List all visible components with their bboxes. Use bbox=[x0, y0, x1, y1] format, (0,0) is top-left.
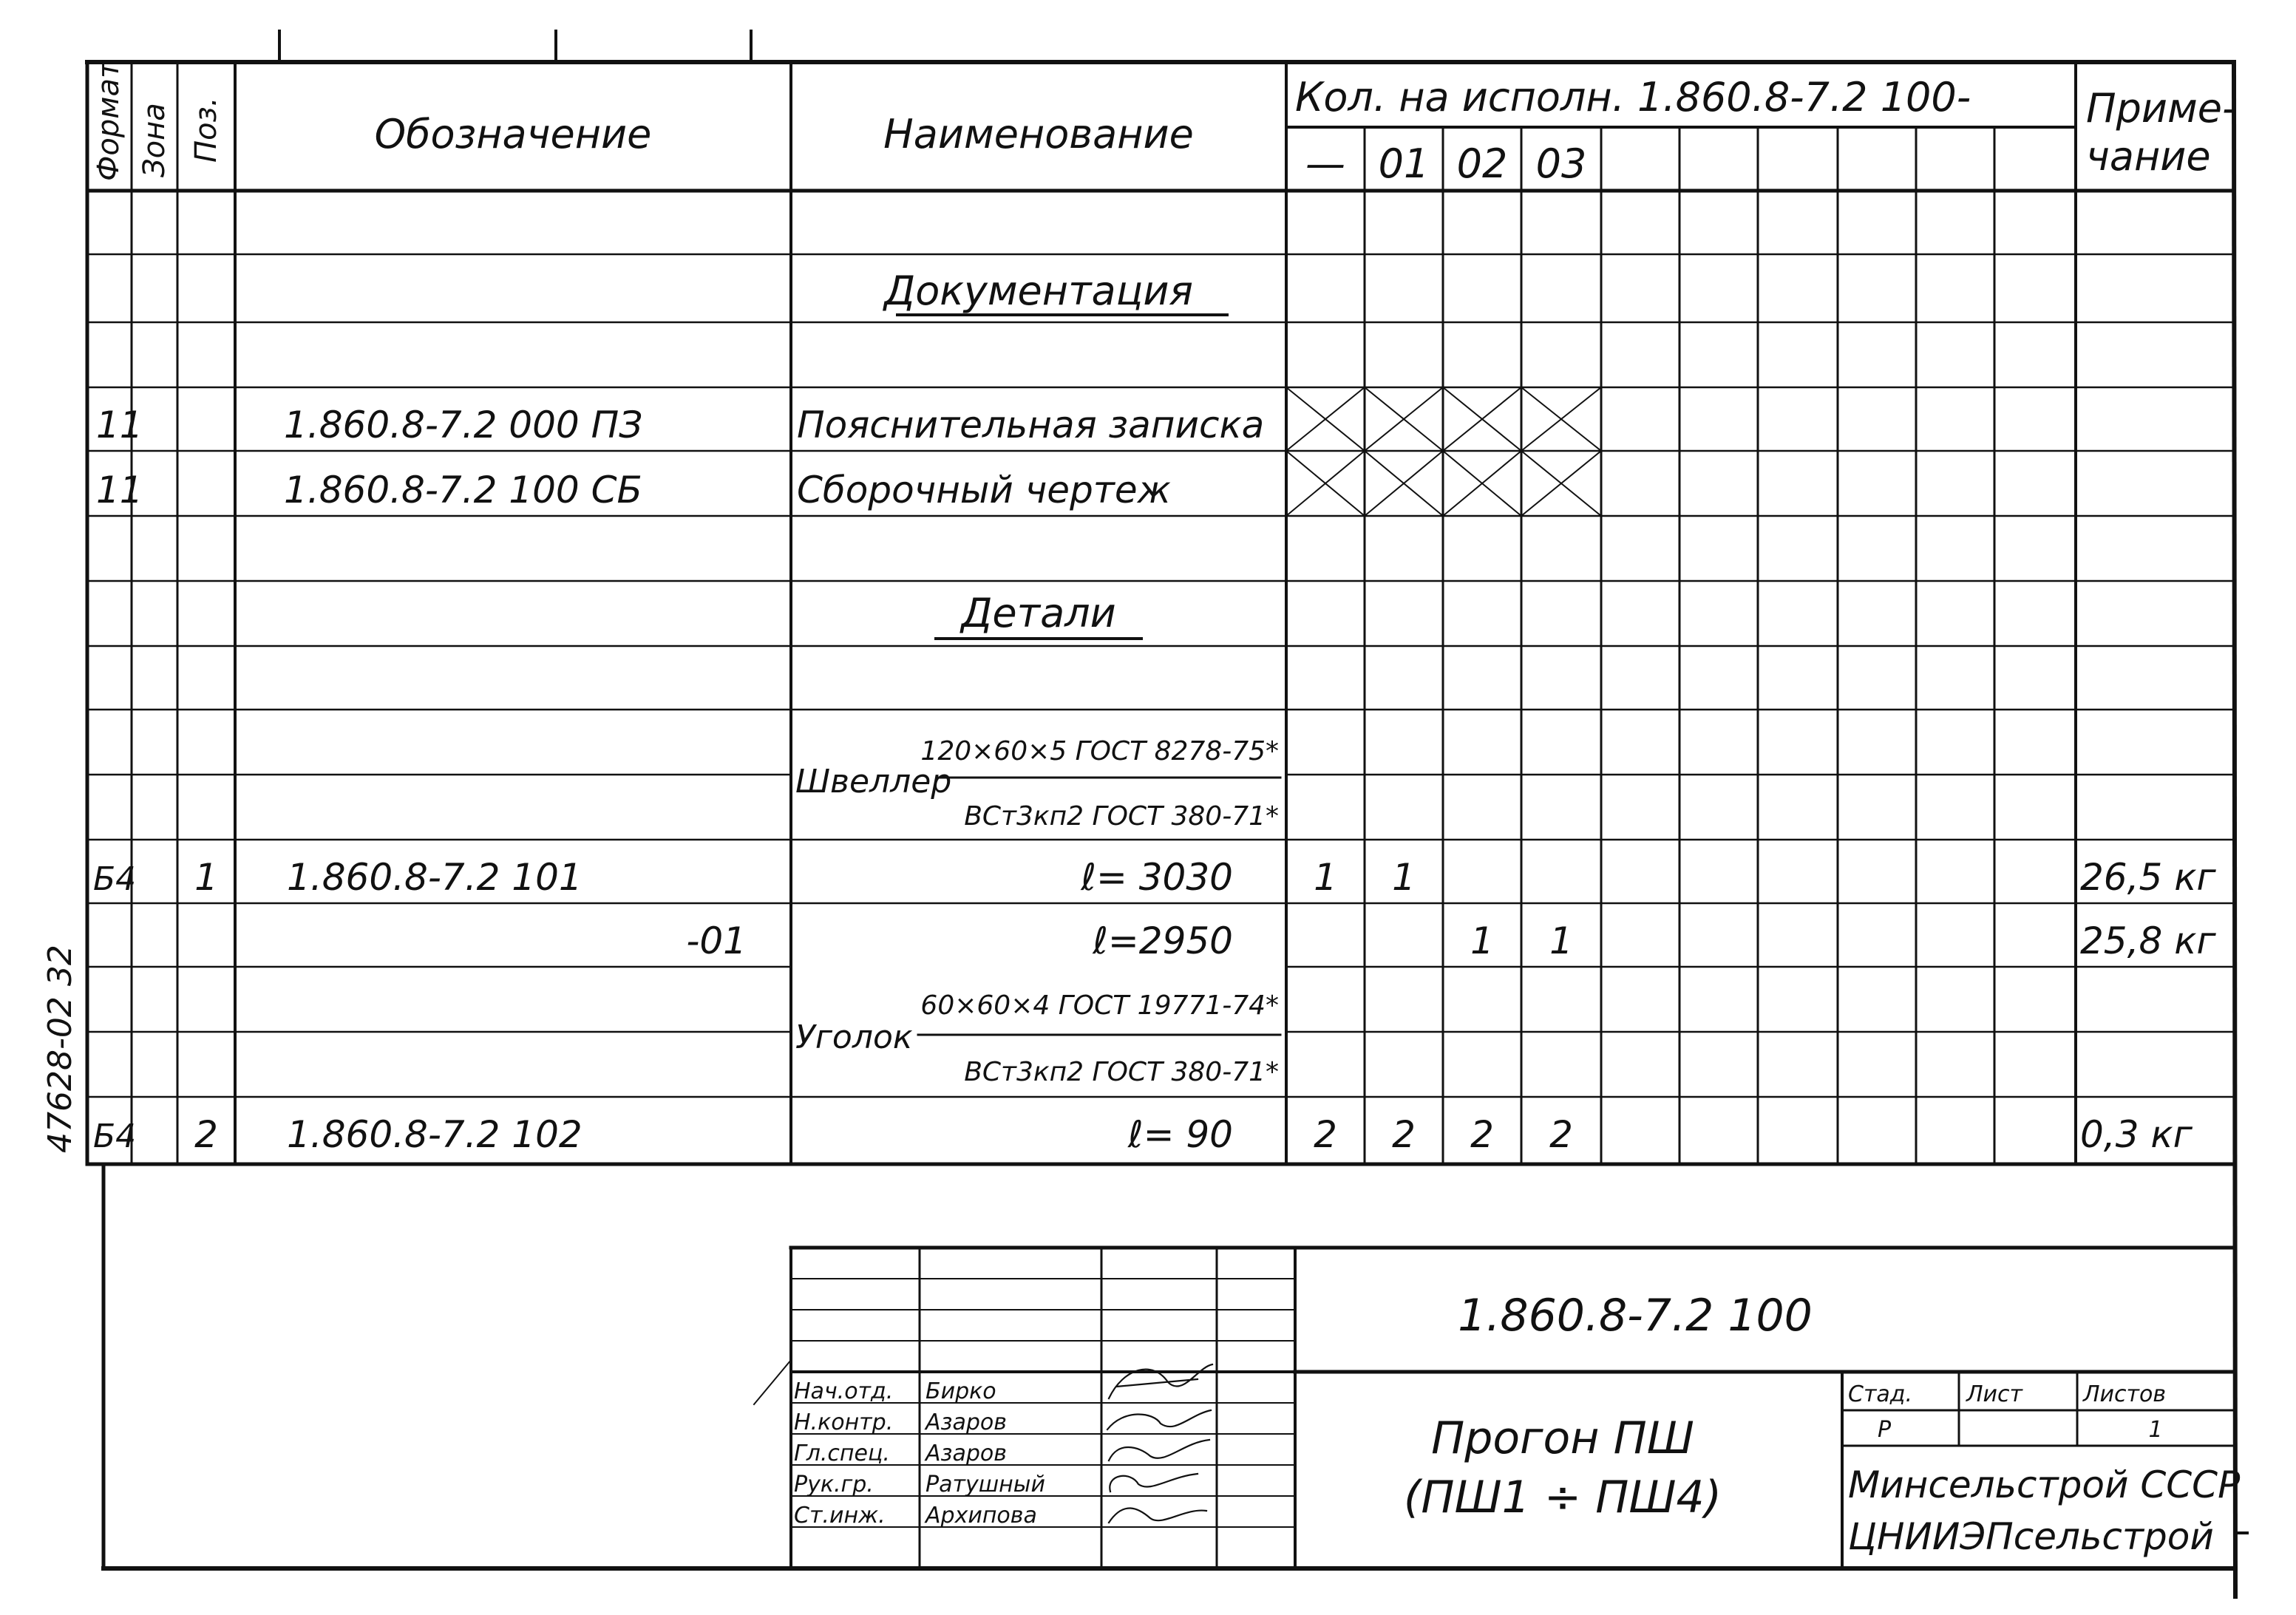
item2-qty-base: 2 bbox=[1314, 1113, 1337, 1156]
row-doc1-name: Пояснительная записка bbox=[797, 404, 1265, 446]
org-line2: ЦНИИЭПсельстрой bbox=[1848, 1515, 2214, 1558]
signer4-role: Рук.гр. bbox=[794, 1472, 874, 1497]
row-doc2-name: Сборочный чертеж bbox=[797, 469, 1171, 511]
signature-5 bbox=[1109, 1508, 1206, 1523]
item1b-qty-03: 1 bbox=[1549, 919, 1573, 962]
sheets-value: 1 bbox=[2148, 1417, 2163, 1443]
signature-1 bbox=[1109, 1364, 1212, 1398]
signer2-role: Н.контр. bbox=[794, 1410, 894, 1435]
signer1-name: Бирко bbox=[925, 1378, 996, 1404]
item1b-qty-02: 1 bbox=[1470, 919, 1494, 962]
signature-3 bbox=[1109, 1440, 1209, 1461]
stage-value: Р bbox=[1878, 1417, 1892, 1443]
row-doc1-designation: 1.860.8-7.2 000 ПЗ bbox=[284, 404, 643, 446]
table-header bbox=[92, 60, 2236, 187]
signer3-name: Азаров bbox=[925, 1441, 1007, 1466]
item1-qty-base: 1 bbox=[1314, 856, 1337, 899]
title-block bbox=[754, 1248, 2247, 1568]
item1b-mass: 25,8 кг bbox=[2080, 919, 2216, 962]
material1-bottom: ВСт3кп2 ГОСТ 380-71* bbox=[964, 801, 1279, 832]
doc-number: 1.860.8-7.2 100 bbox=[1458, 1290, 1813, 1342]
material2-bottom: ВСт3кп2 ГОСТ 380-71* bbox=[964, 1057, 1279, 1087]
item2-pos: 2 bbox=[194, 1113, 218, 1156]
side-number: 47628-02 32 bbox=[41, 945, 79, 1153]
item1b-suffix: -01 bbox=[686, 919, 747, 962]
item1-length: ℓ= 3030 bbox=[1081, 856, 1233, 899]
item2-qty-03: 2 bbox=[1549, 1113, 1573, 1156]
material1-top: 120×60×5 ГОСТ 8278-75* bbox=[920, 736, 1279, 766]
item1-pos: 1 bbox=[194, 856, 218, 899]
header-zone: Зона bbox=[137, 103, 171, 177]
header-variant-base: — bbox=[1305, 140, 1345, 187]
sheets-label: Листов bbox=[2083, 1381, 2167, 1407]
item2-qty-02: 2 bbox=[1470, 1113, 1494, 1156]
header-variant-03: 03 bbox=[1535, 140, 1587, 187]
header-format: Формат bbox=[92, 61, 126, 181]
signer3-role: Гл.спец. bbox=[794, 1441, 890, 1466]
item2-format: Б4 bbox=[93, 1118, 137, 1155]
signer5-role: Ст.инж. bbox=[794, 1503, 886, 1529]
header-variant-01: 01 bbox=[1378, 140, 1430, 187]
signer5-name: Архипова bbox=[925, 1503, 1037, 1529]
header-name: Наименование bbox=[883, 111, 1194, 157]
item1-mass: 26,5 кг bbox=[2080, 856, 2216, 899]
stage-label: Стад. bbox=[1848, 1381, 1913, 1407]
row-doc2-designation: 1.860.8-7.2 100 СБ bbox=[284, 469, 642, 511]
material1-label: Швеллер bbox=[795, 763, 952, 800]
sheet-label: Лист bbox=[1966, 1381, 2023, 1407]
signer2-name: Азаров bbox=[925, 1410, 1007, 1435]
header-note-line2: чание bbox=[2086, 133, 2211, 180]
signature-2 bbox=[1107, 1410, 1211, 1429]
row-doc2-format: 11 bbox=[96, 469, 143, 511]
signer4-name: Ратушный bbox=[925, 1472, 1045, 1497]
org-line1: Минсельстрой СССР bbox=[1848, 1463, 2241, 1506]
item2-length: ℓ= 90 bbox=[1127, 1113, 1233, 1156]
header-qty-title: Кол. на исполн. 1.860.8-7.2 100- bbox=[1295, 74, 1971, 120]
title-line1: Прогон ПШ bbox=[1431, 1412, 1694, 1464]
row-doc1-format: 11 bbox=[96, 404, 143, 446]
header-note-line1: Приме- bbox=[2086, 85, 2237, 132]
signature-4 bbox=[1110, 1474, 1198, 1492]
title-line2: (ПШ1 ÷ ПШ4) bbox=[1403, 1472, 1722, 1523]
item2-mass: 0,3 кг bbox=[2080, 1113, 2193, 1156]
section-documentation: Документация bbox=[884, 268, 1193, 314]
table-body bbox=[93, 268, 2216, 1156]
header-pos: Поз. bbox=[189, 97, 223, 163]
section-details: Детали bbox=[961, 590, 1116, 636]
material2-top: 60×60×4 ГОСТ 19771-74* bbox=[920, 990, 1279, 1021]
item1-format: Б4 bbox=[93, 860, 137, 898]
item2-qty-01: 2 bbox=[1392, 1113, 1416, 1156]
signer1-role: Нач.отд. bbox=[794, 1378, 894, 1404]
material2-label: Уголок bbox=[795, 1019, 913, 1056]
item1-qty-01: 1 bbox=[1392, 856, 1416, 899]
header-variant-02: 02 bbox=[1456, 140, 1508, 187]
item2-designation: 1.860.8-7.2 102 bbox=[287, 1113, 583, 1156]
header-designation: Обозначение bbox=[374, 111, 652, 157]
item1b-length: ℓ=2950 bbox=[1093, 919, 1233, 962]
item1-designation: 1.860.8-7.2 101 bbox=[287, 856, 583, 899]
